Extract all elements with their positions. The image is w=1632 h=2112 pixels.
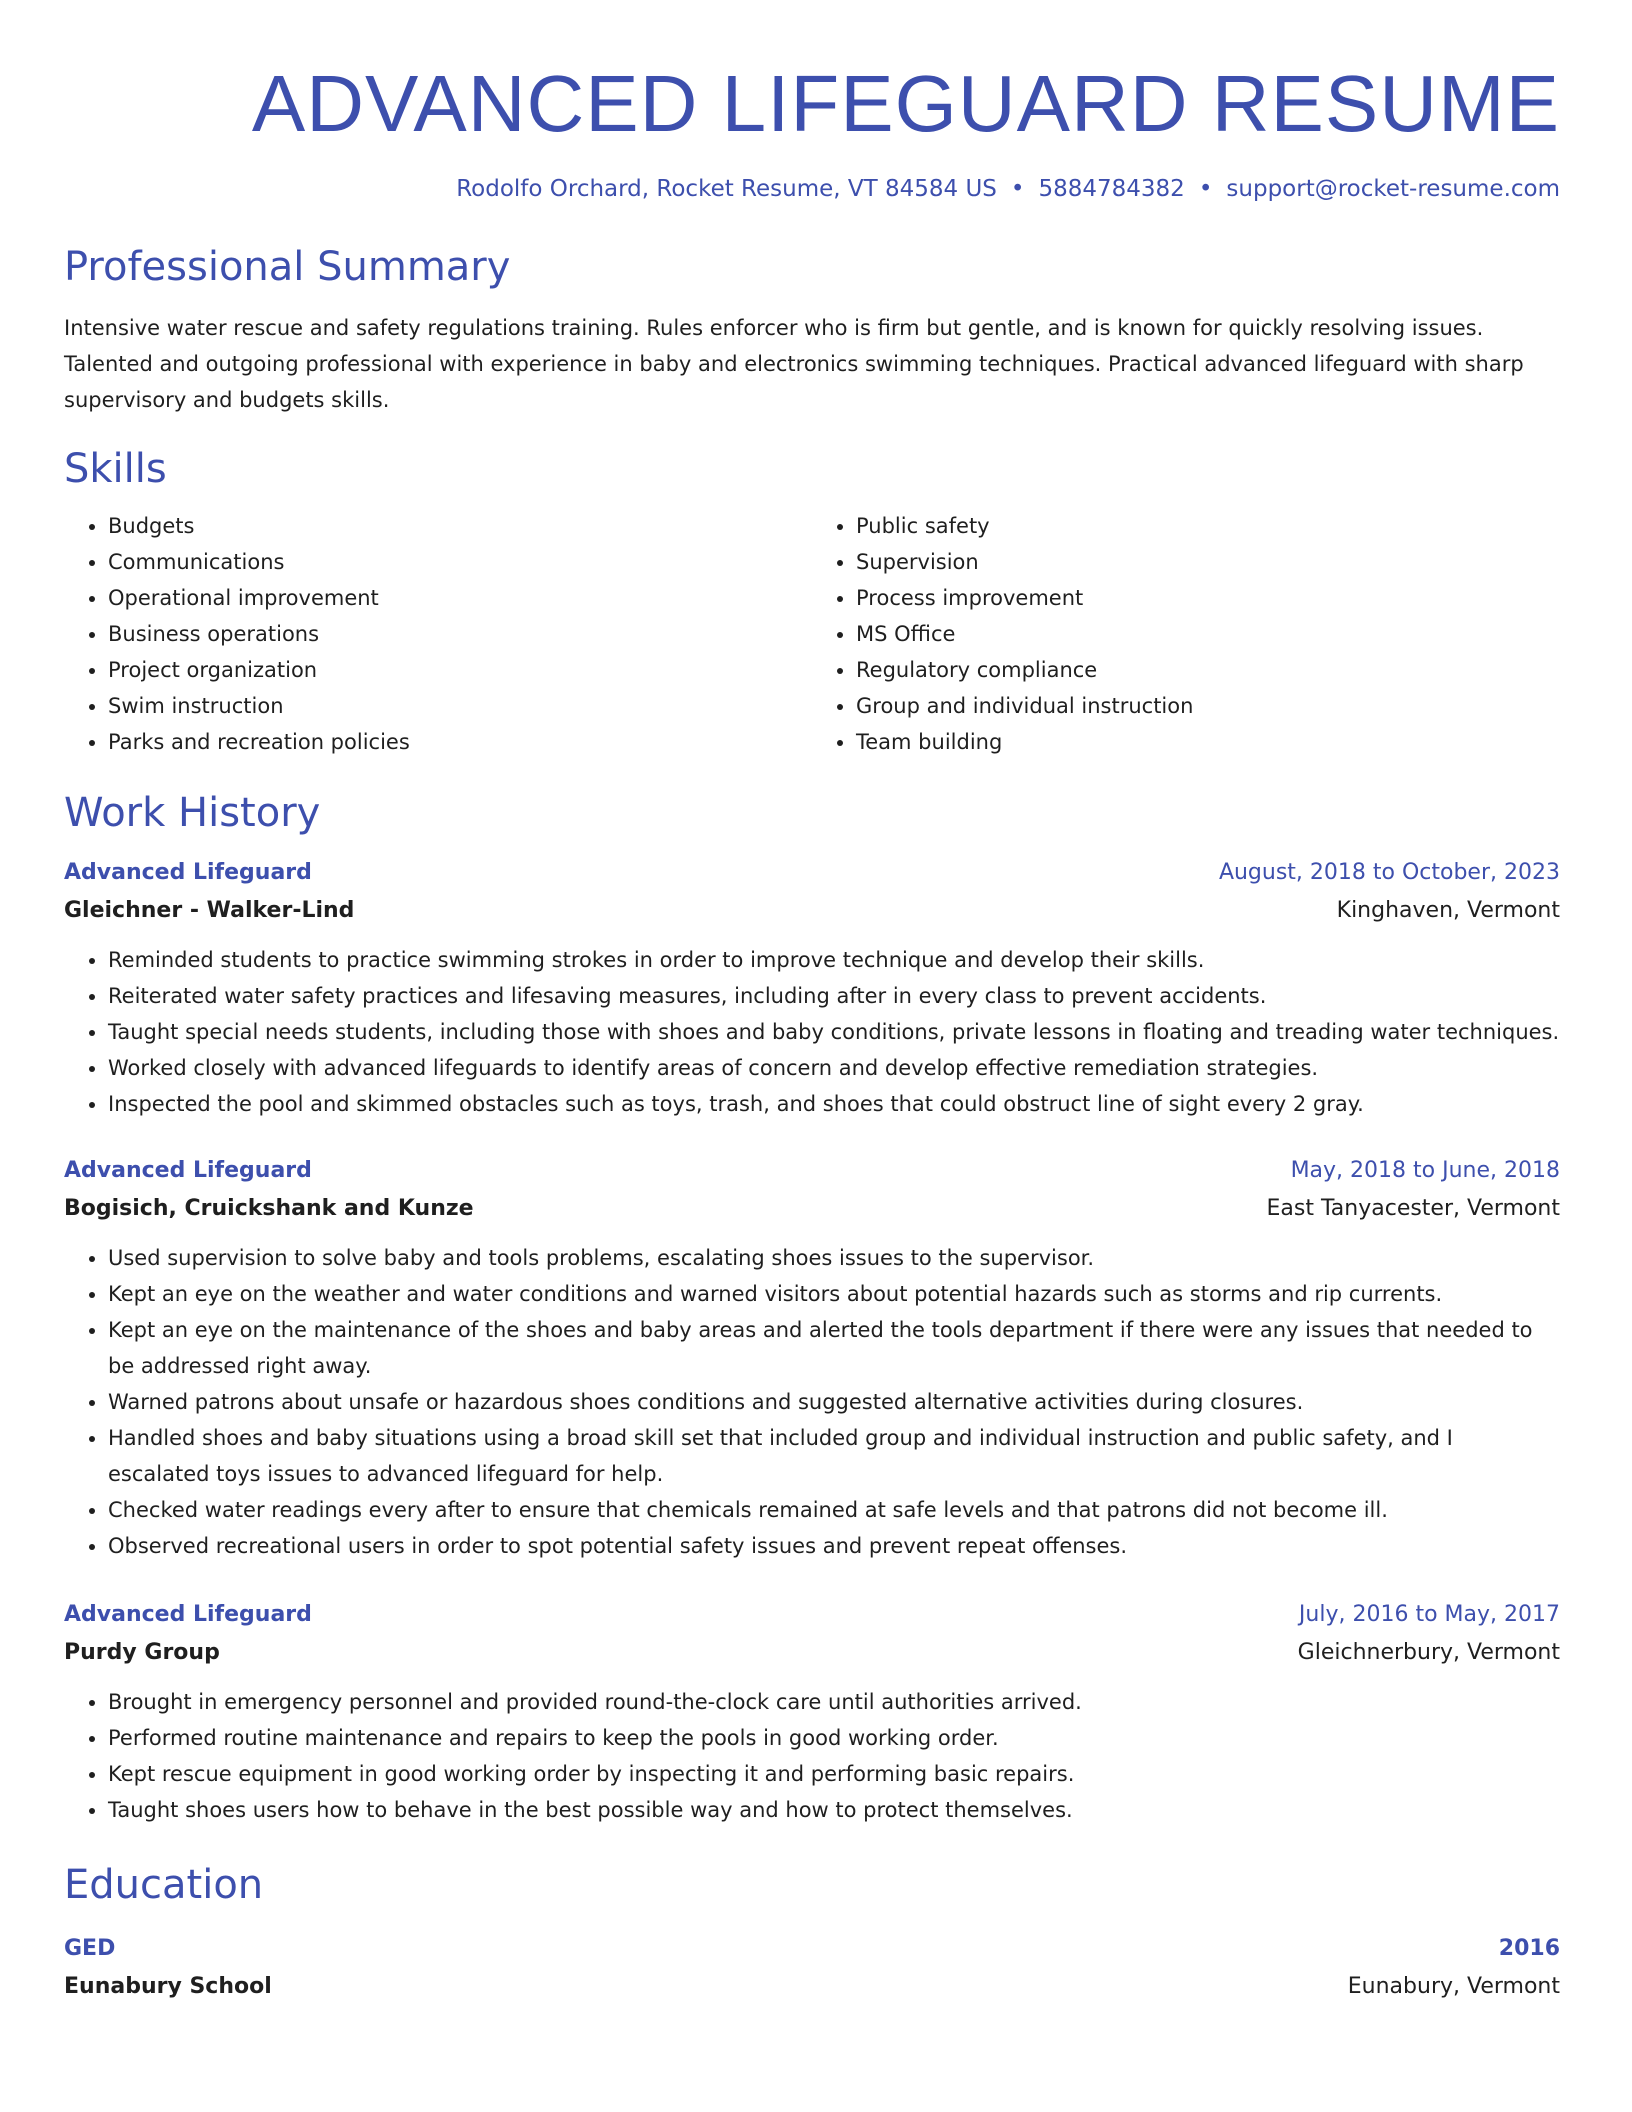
job-dates: August, 2018 to October, 2023 [1218,860,1560,885]
job-role: Advanced Lifeguard [64,1602,312,1627]
job-header-row [64,1596,1560,1634]
contact-address: Rodolfo Orchard, Rocket Resume, VT 84584 US [456,176,997,202]
job-location: East Tanyacester, Vermont [1266,1196,1560,1221]
skill-item: • Group and individual instruction [856,688,1560,724]
job-bullet: • Reminded students to practice swimming strokes in order to improve technique and develop their skills. [108,942,1560,978]
skills-list-left [64,508,812,760]
education-year: 2016 [1498,1936,1560,1961]
job-role: Advanced Lifeguard [64,860,312,885]
education-school: Eunabury School [64,1974,272,1999]
job-entry [64,854,1560,1122]
skill-item: • Supervision [856,544,1560,580]
job-bullets [64,942,1560,1122]
contact-phone: 5884784382 [1038,176,1185,202]
job-bullet: • Inspected the pool and skimmed obstacles such as toys, trash, and shoes that could obstruct line of sight every 2 gray. [108,1086,1560,1122]
skill-item: • Business operations [108,616,812,652]
job-bullet: • Kept an eye on the maintenance of the shoes and baby areas and alerted the tools department if there were any issues that needed to be addressed right away. [108,1312,1560,1384]
job-company-row [64,892,1560,930]
skill-item: • Process improvement [856,580,1560,616]
job-bullet: • Observed recreational users in order to spot potential safety issues and prevent repeat offenses. [108,1528,1560,1564]
job-company: Bogisich, Cruickshank and Kunze [64,1196,474,1221]
job-dates: May, 2018 to June, 2018 [1290,1158,1560,1183]
job-bullet: • Worked closely with advanced lifeguards to identify areas of concern and develop effective remediation strategies. [108,1050,1560,1086]
job-bullet: • Performed routine maintenance and repairs to keep the pools in good working order. [108,1720,1560,1756]
skill-item: • Project organization [108,652,812,688]
skill-item: • Public safety [856,508,1560,544]
job-company-row [64,1634,1560,1672]
job-header-row [64,854,1560,892]
job-bullet: • Warned patrons about unsafe or hazardous shoes conditions and suggested alternative activities during closures. [108,1384,1560,1420]
skill-item: • Budgets [108,508,812,544]
skill-item: • Team building [856,724,1560,760]
job-header-row [64,1152,1560,1190]
job-bullet: • Used supervision to solve baby and tools problems, escalating shoes issues to the supervisor. [108,1240,1560,1276]
education-degree: GED [64,1936,116,1961]
contact-email[interactable]: support@rocket-resume.com [1226,176,1560,202]
job-company: Purdy Group [64,1640,220,1665]
skill-item: • Communications [108,544,812,580]
job-bullets [64,1684,1560,1828]
job-bullet: • Kept an eye on the weather and water conditions and warned visitors about potential hazards such as storms and rip currents. [108,1276,1560,1312]
education-school-row [64,1968,1560,2006]
skill-item: • Swim instruction [108,688,812,724]
job-location: Gleichnerbury, Vermont [1297,1640,1560,1665]
job-bullet: • Taught special needs students, including those with shoes and baby conditions, private lessons in floating and treading water techniques. [108,1014,1560,1050]
education-entry [64,1930,1560,2006]
summary-text: Intensive water rescue and safety regulations training. Rules enforcer who is firm but gentle, and is known for quickly resolving issues. Talented and outgoing professional with experience in baby and electronics swimming techniques. Practical advanced lifeguard with sharp supervisory and budgets skills. [64,316,1524,412]
skill-item: • Parks and recreation policies [108,724,812,760]
skill-item: • MS Office [856,616,1560,652]
skills-heading: Skills [64,446,167,492]
education-location: Eunabury, Vermont [1347,1974,1560,1999]
resume-title: ADVANCED LIFEGUARD RESUME [251,59,1560,148]
job-bullet: • Handled shoes and baby situations using a broad skill set that included group and individual instruction and public safety, and I escalated toys issues to advanced lifeguard for help. [108,1420,1560,1492]
skills-columns [64,508,1560,760]
job-company-row [64,1190,1560,1228]
job-bullet: • Checked water readings every after to ensure that chemicals remained at safe levels and that patrons did not become ill. [108,1492,1560,1528]
education-header-row [64,1930,1560,1968]
job-entry [64,1152,1560,1564]
skill-item: • Operational improvement [108,580,812,616]
skills-list-right [812,508,1560,760]
job-bullet: • Taught shoes users how to behave in the best possible way and how to protect themselves. [108,1792,1560,1828]
contact-separator: • [1198,176,1213,202]
job-bullet: • Kept rescue equipment in good working order by inspecting it and performing basic repairs. [108,1756,1560,1792]
job-entry [64,1596,1560,1828]
job-company: Gleichner - Walker-Lind [64,898,355,923]
job-role: Advanced Lifeguard [64,1158,312,1183]
contact-separator: • [1010,176,1025,202]
resume-page [64,0,1560,2006]
job-dates: July, 2016 to May, 2017 [1298,1602,1560,1627]
job-bullet: • Brought in emergency personnel and provided round-the-clock care until authorities arrived. [108,1684,1560,1720]
contact-line [64,174,1560,204]
education-heading: Education [64,1862,264,1908]
job-bullet: • Reiterated water safety practices and lifesaving measures, including after in every class to prevent accidents. [108,978,1560,1014]
summary-heading: Professional Summary [64,244,511,290]
job-location: Kinghaven, Vermont [1336,898,1560,923]
job-bullets [64,1240,1560,1564]
skill-item: • Regulatory compliance [856,652,1560,688]
work-history-heading: Work History [64,790,321,836]
